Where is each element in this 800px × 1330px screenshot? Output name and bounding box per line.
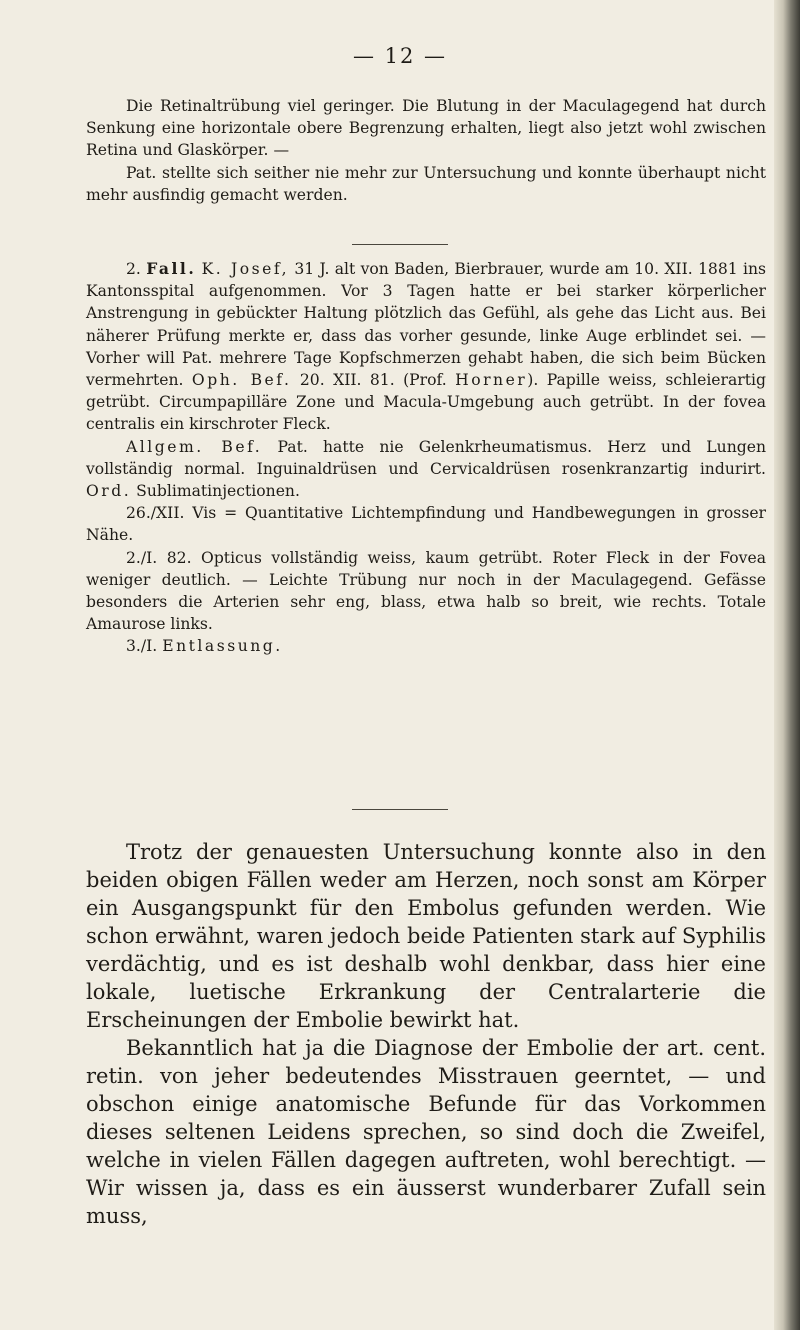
discussion-text	[86, 838, 766, 1230]
allgem-paragraph	[86, 436, 766, 503]
case-2-history: 31 J. alt von Baden, Bierbrauer, wurde am 10. XII. 1881 ins Kantonsspital aufgenommen. Vor 3 Tagen hatte er bei starker körperlicher Anstrengung in gebückter Haltung plötzlich das Gefühl, als gehe das Licht aus. Bei näherer Prüfung merkte er, dass das vorher gesunde, linke Auge erblindet sei. — Vorher will Pat. mehrere Tage Kopfschmerzen gehabt haben, die sich beim Bücken vermehrten.	[86, 260, 766, 390]
page-number: — 12 —	[352, 44, 448, 68]
entry-date: 3./I.	[126, 637, 158, 656]
ord-text: Sublimatinjectionen.	[131, 482, 300, 501]
case-2-intro	[86, 258, 766, 436]
section-divider	[352, 244, 448, 245]
allgem-text: Pat. hatte nie Gelenkrheumatismus. Herz und Lungen vollständig normal. Inguinaldrüsen und Cervicaldrüsen rosenkranzartig indurirt.	[86, 437, 766, 478]
entry-26-12: 26./XII. Vis = Quantitative Lichtempfindung und Handbewegungen in grosser Nähe.	[86, 504, 766, 545]
case-heading: Fall.	[146, 259, 197, 278]
section-divider	[352, 809, 448, 810]
paragraph: Bekanntlich hat ja die Diagnose der Embolie der art. cent. retin. von jeher bedeutendes Misstrauen geerntet, — und obschon einige anatomische Befunde für das Vorkommen dieses seltenen Leidens sprechen, so sind doch die Zweifel, welche in vielen Fällen dagegen auftreten, wohl berechtigt. — Wir wissen ja, dass es ein äusserst wunderbarer Zufall sein muss,	[86, 1036, 766, 1228]
case-2-report	[86, 258, 766, 658]
case-number: 2.	[126, 260, 141, 278]
oph-label: Oph. Bef.	[191, 371, 292, 390]
discharge-label: Entlassung.	[162, 637, 283, 656]
paragraph: Trotz der genauesten Untersuchung konnte also in den beiden obigen Fällen weder am Herzen, noch sonst am Körper ein Ausgangspunkt für den Embolus gefunden werden. Wie schon erwähnt, waren jedoch beide Patienten stark auf Syphilis verdächtig, und es ist deshalb wohl denkbar, dass hier eine lokale, luetische Erkrankung der Centralarterie die Erscheinungen der Embolie bewirkt hat.	[86, 840, 766, 1032]
professor-name: Horner	[455, 371, 528, 390]
paragraph: Die Retinaltrübung viel geringer. Die Blutung in der Maculagegend hat durch Senkung eine horizontale obere Begrenzung erhalten, liegt also jetzt wohl zwischen Retina und Glaskörper. —	[86, 97, 766, 160]
case-1-continuation	[86, 95, 766, 206]
paragraph: Pat. stellte sich seither nie mehr zur Untersuchung und konnte überhaupt nicht mehr ausfindig gemacht werden.	[86, 163, 766, 204]
page-edge-shadow	[774, 0, 800, 1330]
oph-findings: ). Papille weiss, schleierartig getrübt. Circumpapilläre Zone und Macula-Umgebung auch getrübt. In der fovea centralis ein kirschroter Fleck.	[86, 371, 766, 434]
patient-name: K. Josef,	[201, 260, 290, 278]
entry-03-01	[86, 635, 766, 657]
ord-label: Ord.	[86, 482, 132, 501]
entry-02-01: 2./I. 82. Opticus vollständig weiss, kaum getrübt. Roter Fleck in der Fovea weniger deutlich. — Leichte Trübung nur noch in der Maculagegend. Gefässe besonders die Arterien sehr eng, blass, etwa halb so breit, wie rechts. Totale Amaurose links.	[86, 548, 766, 634]
allgem-label: Allgem. Bef.	[126, 437, 263, 456]
oph-text: 20. XII. 81. (Prof.	[291, 371, 456, 390]
